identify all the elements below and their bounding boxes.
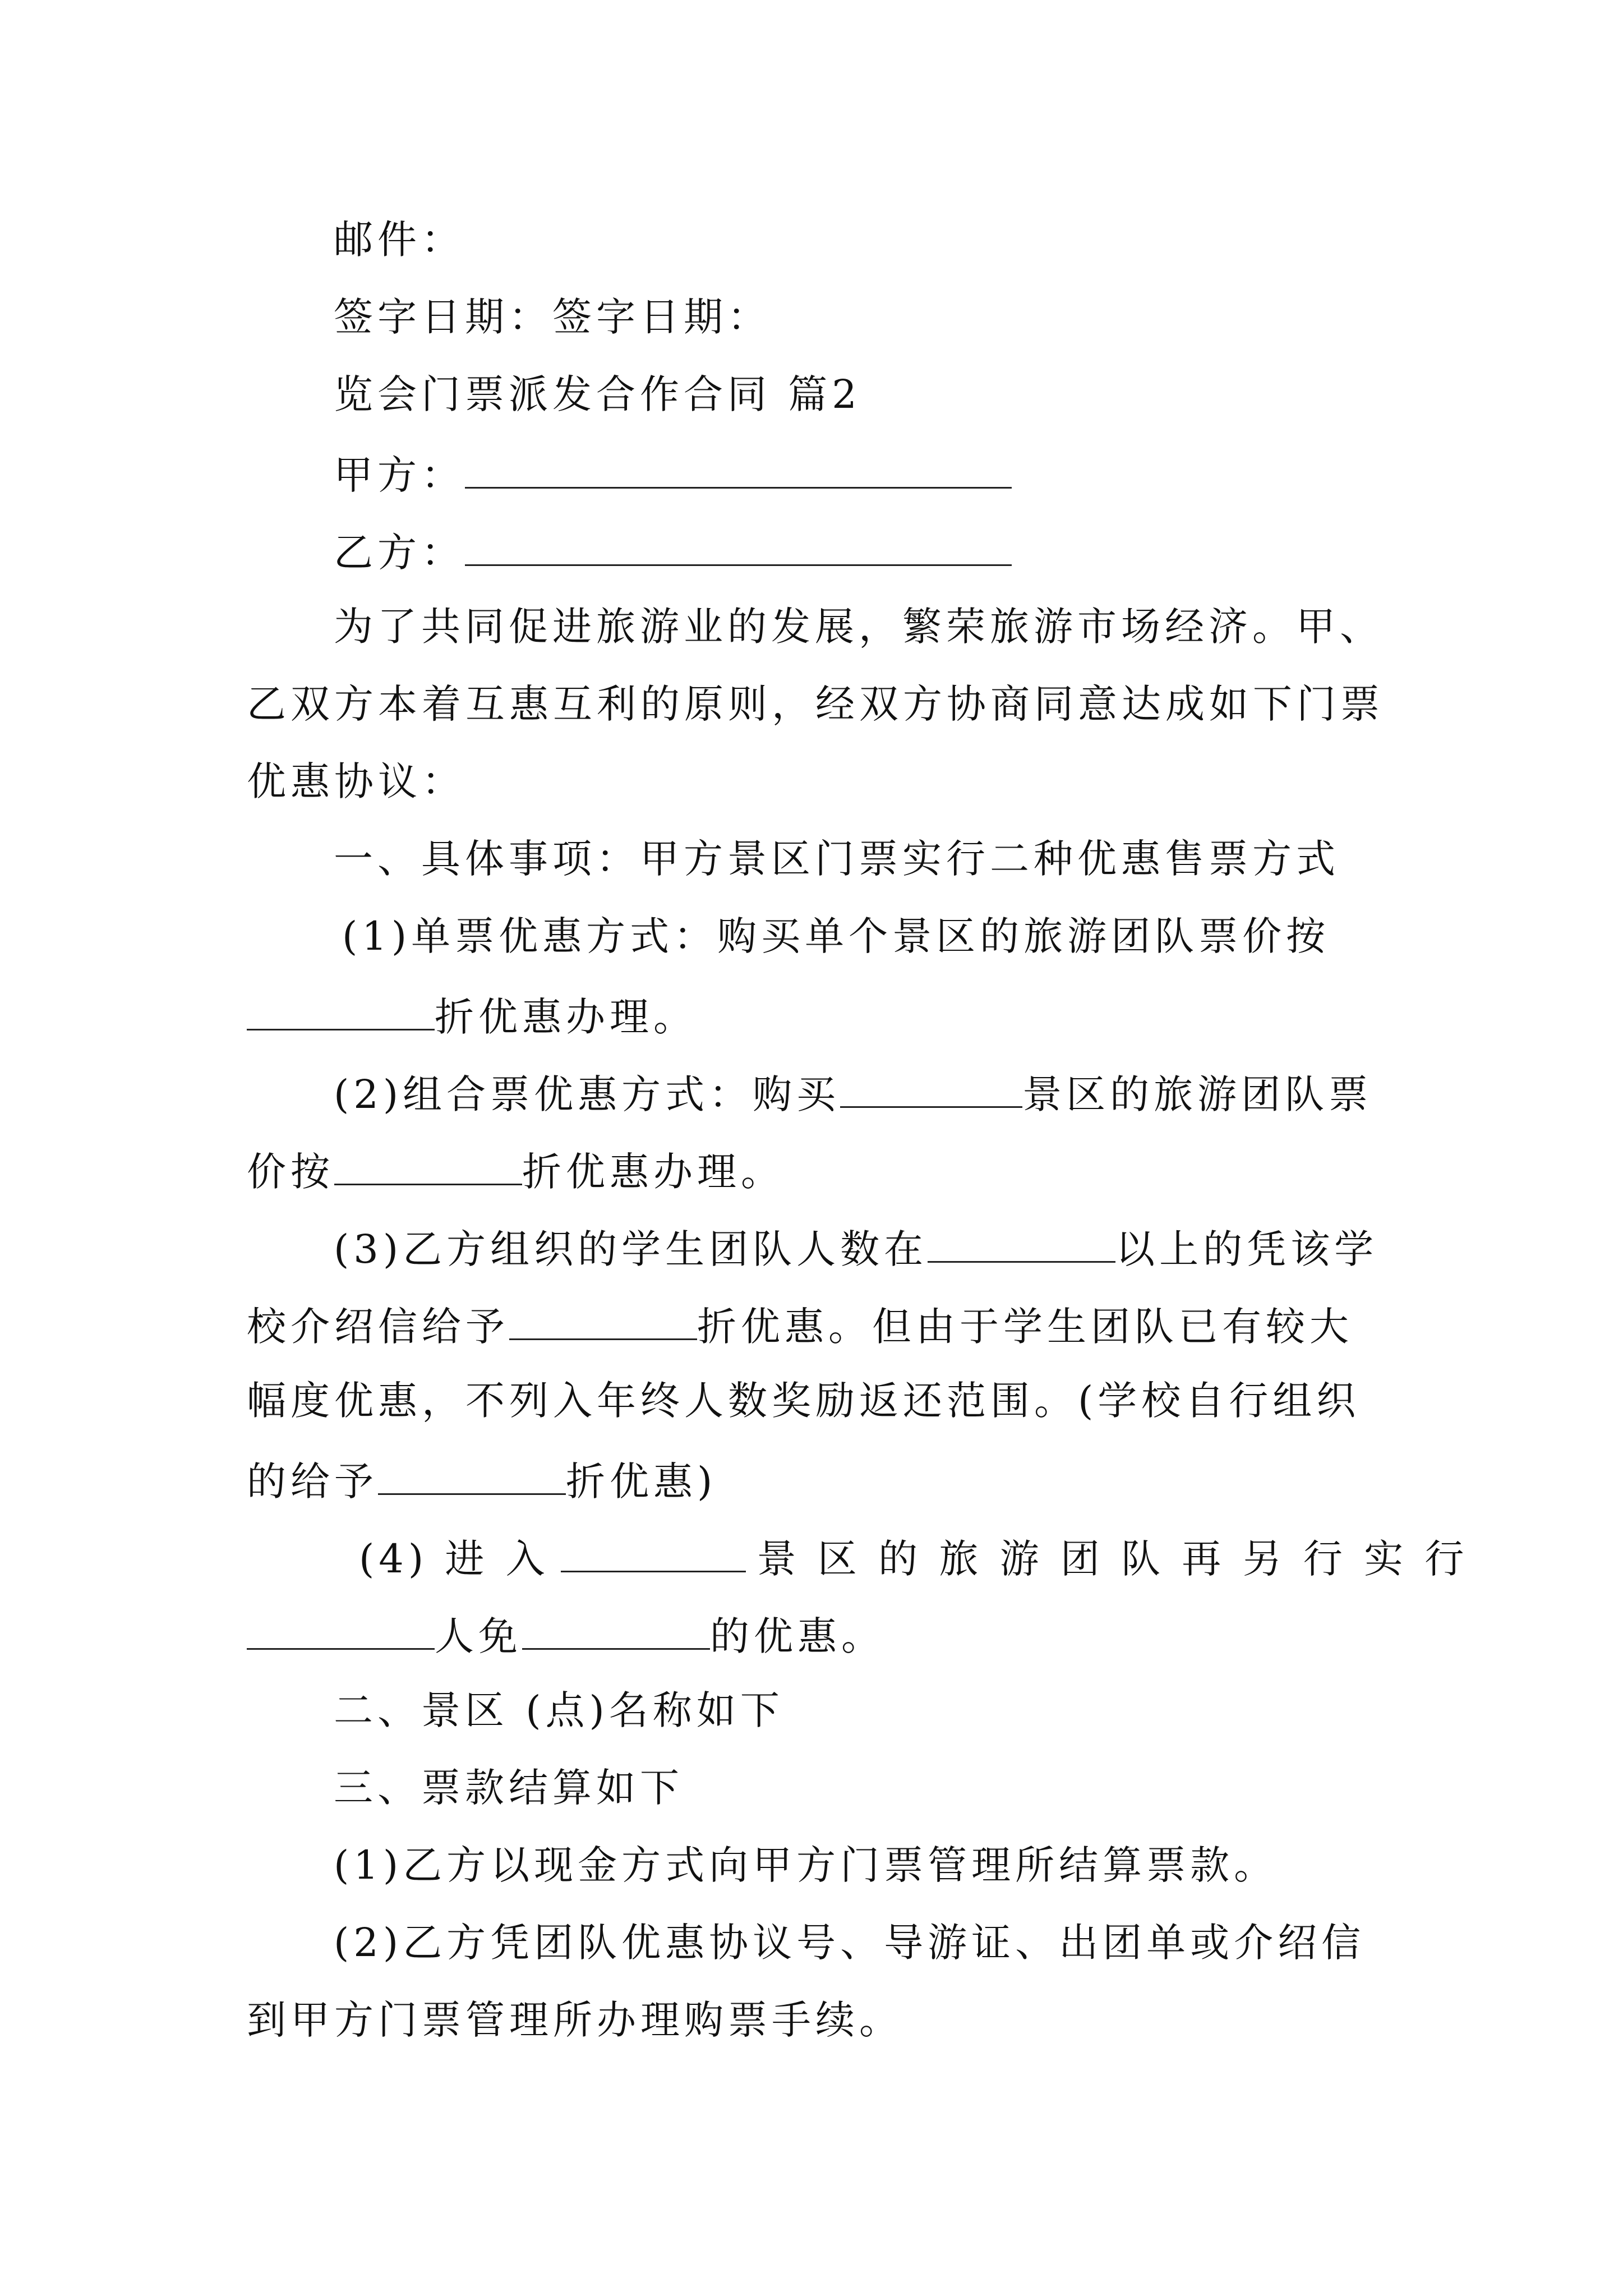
item-3-discount-blank — [509, 1304, 697, 1340]
party-b-blank — [465, 530, 1012, 566]
item-3-line-4 — [247, 1458, 717, 1504]
item-3-text-f: 的给予 — [247, 1458, 378, 1504]
party-b-label: 乙方： — [334, 530, 465, 576]
settlement-item-2-line-2: 到甲方门票管理所办理购票手续。 — [247, 1997, 903, 2043]
item-4-text-a: (4) 进 入 — [359, 1536, 550, 1582]
item-4-line-2 — [247, 1613, 885, 1659]
intro-line-2: 乙双方本着互惠互利的原则，经双方协商同意达成如下门票 — [247, 681, 1384, 727]
settlement-item-1: (1)乙方以现金方式向甲方门票管理所结算票款。 — [334, 1842, 1278, 1888]
item-2-text-a: (2)组合票优惠方式：购买 — [334, 1071, 841, 1117]
item-3-line-2 — [247, 1304, 1353, 1350]
item-3-text-a: (3)乙方组织的学生团队人数在 — [334, 1226, 928, 1272]
section-2-title: 二、景区 (点)名称如下 — [334, 1687, 784, 1733]
section-3-title: 三、票款结算如下 — [334, 1765, 684, 1811]
item-4-text-c: 人免 — [435, 1613, 522, 1659]
item-1-line-2 — [247, 994, 697, 1040]
item-4-text-d: 的优惠。 — [710, 1613, 885, 1659]
item-3-text-b: 以上的凭该学 — [1115, 1226, 1378, 1272]
intro-line-3: 优惠协议： — [247, 758, 465, 804]
item-4-line-1 — [359, 1536, 1469, 1582]
item-1-line-1: (1)单票优惠方式：购买单个景区的旅游团队票价按 — [342, 913, 1330, 959]
party-a-blank — [465, 452, 1012, 489]
item-2-scenic-blank — [840, 1071, 1022, 1108]
item-4-text-b: 景 区 的 旅 游 团 队 再 另 行 实 行 — [757, 1536, 1469, 1582]
item-3-text-c: 校介绍信给予 — [247, 1304, 509, 1350]
item-4-people-blank — [247, 1613, 435, 1650]
item-2-text-d: 折优惠办理。 — [522, 1149, 785, 1195]
party-a-label: 甲方： — [334, 452, 465, 498]
item-1-text: 折优惠办理。 — [435, 994, 697, 1040]
section-1-title: 一、具体事项：甲方景区门票实行二种优惠售票方式 — [334, 836, 1340, 882]
item-3-school-discount-blank — [378, 1458, 566, 1495]
item-3-line-3: 幅度优惠，不列入年终人数奖励返还范围。(学校自行组织 — [247, 1378, 1361, 1424]
item-3-text-d: 折优惠。但由于学生团队已有较大 — [697, 1304, 1353, 1350]
sign-date-line: 签字日期：签字日期： — [334, 294, 771, 340]
party-b-line — [334, 530, 1012, 576]
item-2-text-c: 价按 — [247, 1149, 334, 1195]
item-2-discount-blank — [334, 1149, 522, 1185]
party-a-line — [334, 452, 1012, 498]
item-4-scenic-blank — [561, 1536, 746, 1572]
item-3-line-1 — [334, 1226, 1378, 1272]
item-2-line-2 — [247, 1149, 785, 1195]
item-2-line-1 — [334, 1071, 1373, 1117]
settlement-item-2-line-1: (2)乙方凭团队优惠协议号、导游证、出团单或介绍信 — [334, 1920, 1366, 1966]
item-3-text-g: 折优惠) — [566, 1458, 717, 1504]
item-3-count-blank — [928, 1226, 1115, 1263]
item-1-discount-blank — [247, 994, 435, 1030]
intro-line-1: 为了共同促进旅游业的发展，繁荣旅游市场经济。甲、 — [334, 604, 1384, 650]
item-2-text-b: 景区的旅游团队票 — [1022, 1071, 1373, 1117]
contract-heading: 览会门票派发合作合同 篇2 — [334, 371, 861, 417]
item-4-free-blank — [522, 1613, 710, 1650]
email-label: 邮件： — [334, 217, 465, 263]
